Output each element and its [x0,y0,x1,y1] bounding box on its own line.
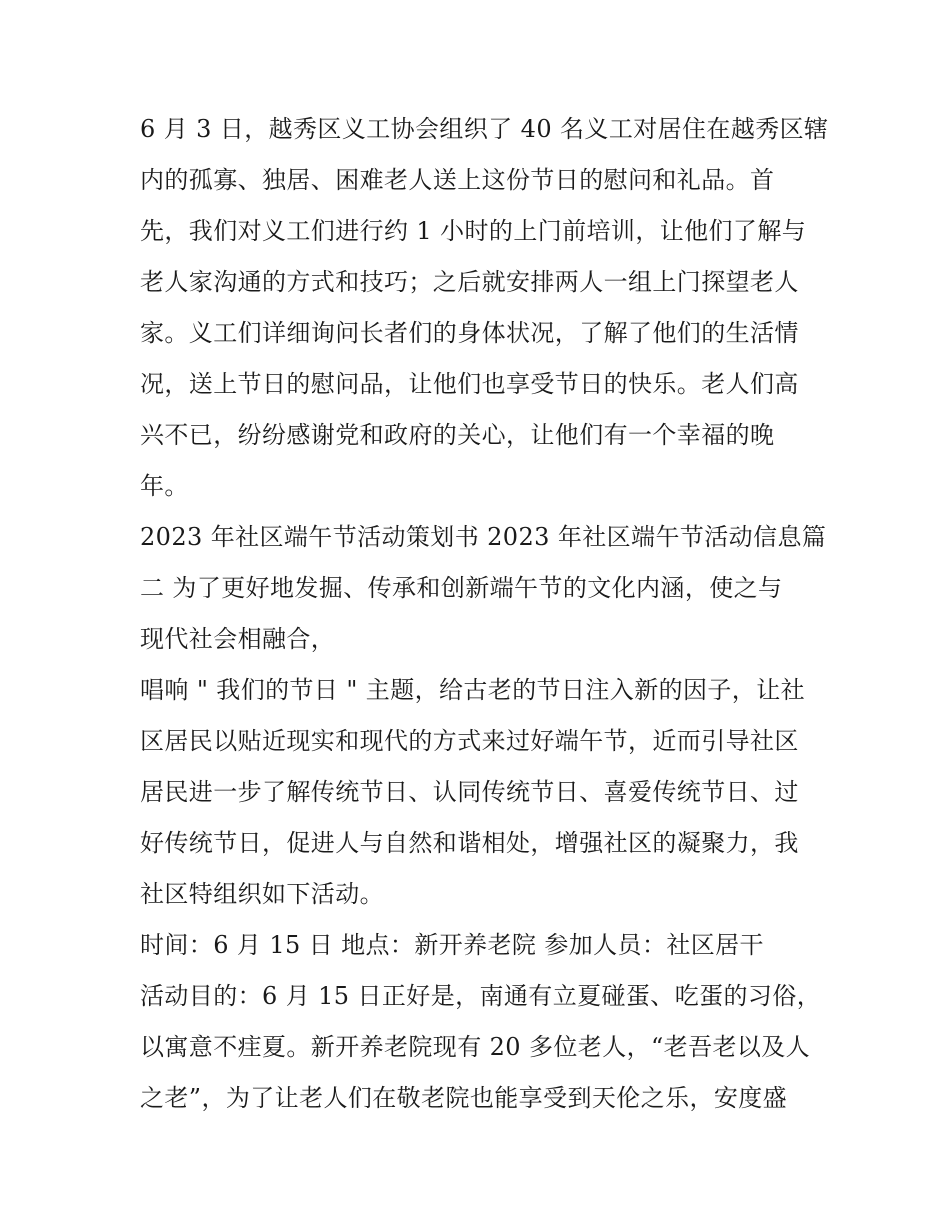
text-line: 老人家沟通的方式和技巧；之后就安排两人一组上门探望老人 [140,268,799,296]
text-line: 6 月 3 日，越秀区义工协会组织了 40 名义工对居住在越秀区辖 [140,115,829,143]
text-line: 年。 [140,472,189,500]
text-line: 之老”，为了让老人们在敬老院也能享受到天伦之乐，安度盛 [140,1084,788,1112]
text-line: 好传统节日，促进人与自然和谐相处，增强社区的凝聚力，我 [140,829,799,857]
text-line: 二 为了更好地发掘、传承和创新端午节的文化内涵，使之与 [140,574,783,602]
text-line: 现代社会相融合， [140,625,336,653]
text-line: 以寓意不疰夏。新开养老院现有 20 多位老人，“老吾老以及人 [140,1033,811,1061]
text-line: 况，送上节日的慰问品，让他们也享受节日的快乐。老人们高 [140,370,799,398]
text-line: 内的孤寡、独居、困难老人送上这份节日的慰问和礼品。首 [140,166,775,194]
text-line: 时间：6 月 15 日 地点：新开养老院 参加人员：社区居干 [140,931,764,959]
text-line: 家。义工们详细询问长者们的身体状况，了解了他们的生活情 [140,319,799,347]
text-line: 社区特组织如下活动。 [140,880,384,908]
document-body [140,104,829,1124]
text-line: 2023 年社区端午节活动策划书 2023 年社区端午节活动信息篇 [140,523,827,551]
text-line: 居民进一步了解传统节日、认同传统节日、喜爱传统节日、过 [140,778,799,806]
text-line: 兴不已，纷纷感谢党和政府的关心，让他们有一个幸福的晚 [140,421,775,449]
text-line: 唱响 " 我们的节日 " 主题，给古老的节日注入新的因子，让社 [140,676,805,704]
text-line: 先，我们对义工们进行约 1 小时的上门前培训，让他们了解与 [140,217,807,245]
text-line: 区居民以贴近现实和现代的方式来过好端午节，近而引导社区 [140,727,799,755]
text-line: 活动目的：6 月 15 日正好是，南通有立夏碰蛋、吃蛋的习俗， [140,982,822,1010]
